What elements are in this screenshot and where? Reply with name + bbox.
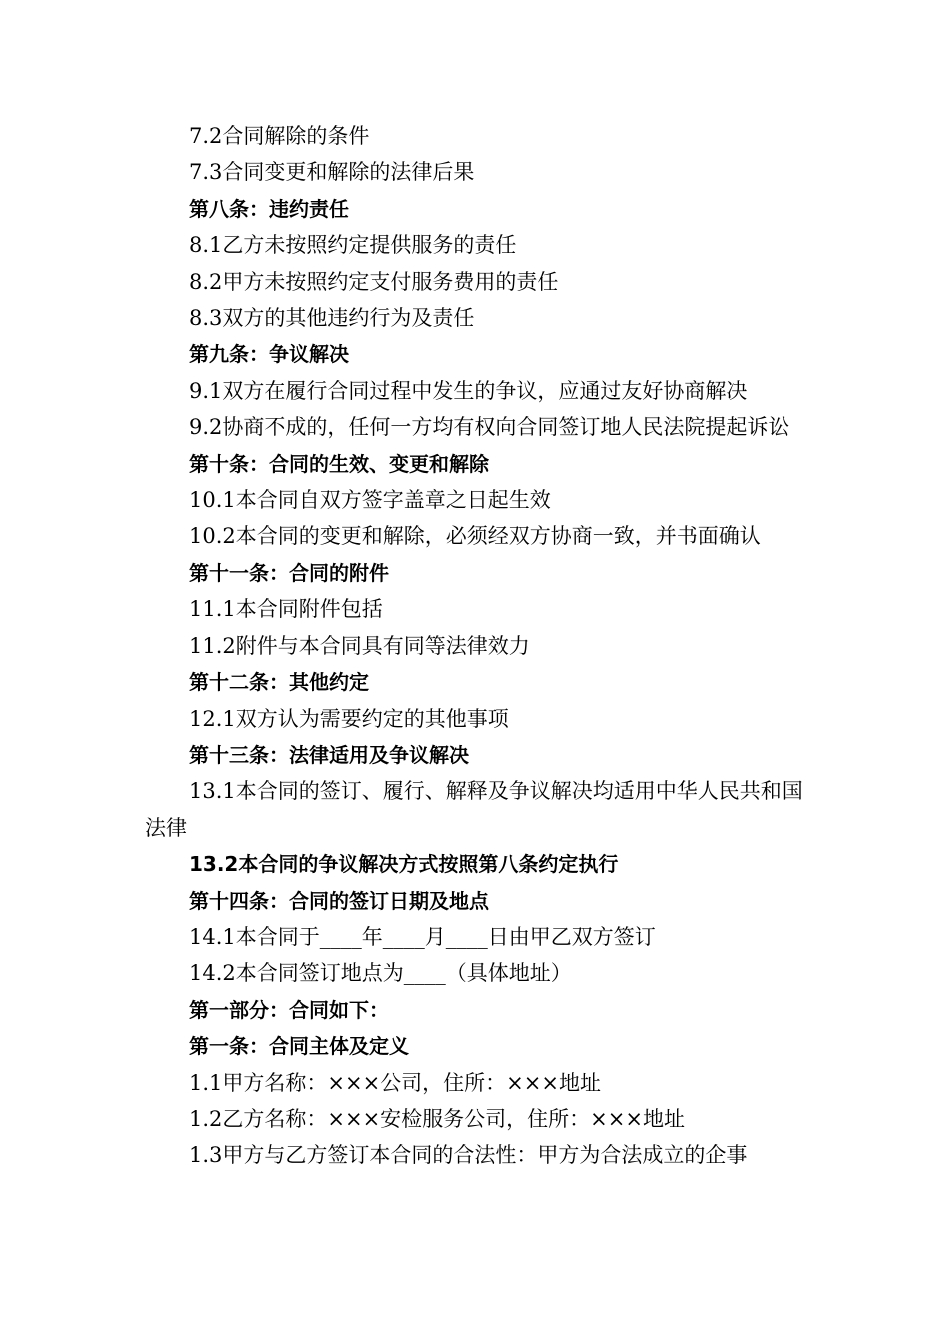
article-8-heading: 第八条：违约责任	[189, 196, 349, 221]
clause-14-2: 14.2本合同签订地点为____（具体地址）	[189, 961, 572, 986]
article-12-heading: 第十二条：其他约定	[189, 670, 369, 695]
clause-12-1: 12.1双方认为需要约定的其他事项	[189, 706, 509, 731]
document-body	[145, 118, 810, 1174]
clause-9-1: 9.1双方在履行合同过程中发生的争议，应通过友好协商解决	[189, 378, 748, 403]
clause-1-1: 1.1甲方名称：×××公司，住所：×××地址	[189, 1070, 601, 1095]
clause-13-1: 13.1本合同的签订、履行、解释及争议解决均适用中华人民共和国法律	[145, 779, 803, 840]
clause-9-2: 9.2协商不成的，任何一方均有权向合同签订地人民法院提起诉讼	[189, 415, 790, 440]
clause-14-1: 14.1本合同于____年____月____日由甲乙双方签订	[189, 924, 656, 949]
clause-8-1: 8.1乙方未按照约定提供服务的责任	[189, 233, 517, 258]
article-10-heading: 第十条：合同的生效、变更和解除	[189, 451, 489, 476]
article-1-heading: 第一条：合同主体及定义	[189, 1034, 409, 1059]
clause-7-2: 7.2合同解除的条件	[189, 124, 370, 148]
clause-11-1: 11.1本合同附件包括	[189, 597, 383, 622]
article-11-heading: 第十一条：合同的附件	[189, 560, 389, 585]
clause-8-3: 8.3双方的其他违约行为及责任	[189, 306, 475, 331]
article-13-heading: 第十三条：法律适用及争议解决	[189, 742, 469, 767]
clause-7-3: 7.3合同变更和解除的法律后果	[189, 160, 475, 185]
clause-8-2: 8.2甲方未按照约定支付服务费用的责任	[189, 269, 559, 294]
clause-10-1: 10.1本合同自双方签字盖章之日起生效	[189, 488, 551, 513]
clause-1-2: 1.2乙方名称：×××安检服务公司，住所：×××地址	[189, 1106, 685, 1131]
clause-13-2: 13.2本合同的争议解决方式按照第八条约定执行	[189, 852, 619, 877]
part-1-heading: 第一部分：合同如下：	[189, 997, 389, 1022]
article-9-heading: 第九条：争议解决	[189, 342, 349, 367]
clause-1-3: 1.3甲方与乙方签订本合同的合法性：甲方为合法成立的企事	[189, 1143, 748, 1168]
article-14-heading: 第十四条：合同的签订日期及地点	[189, 888, 489, 913]
clause-11-2: 11.2附件与本合同具有同等法律效力	[189, 633, 530, 658]
clause-10-2: 10.2本合同的变更和解除，必须经双方协商一致，并书面确认	[189, 524, 761, 549]
